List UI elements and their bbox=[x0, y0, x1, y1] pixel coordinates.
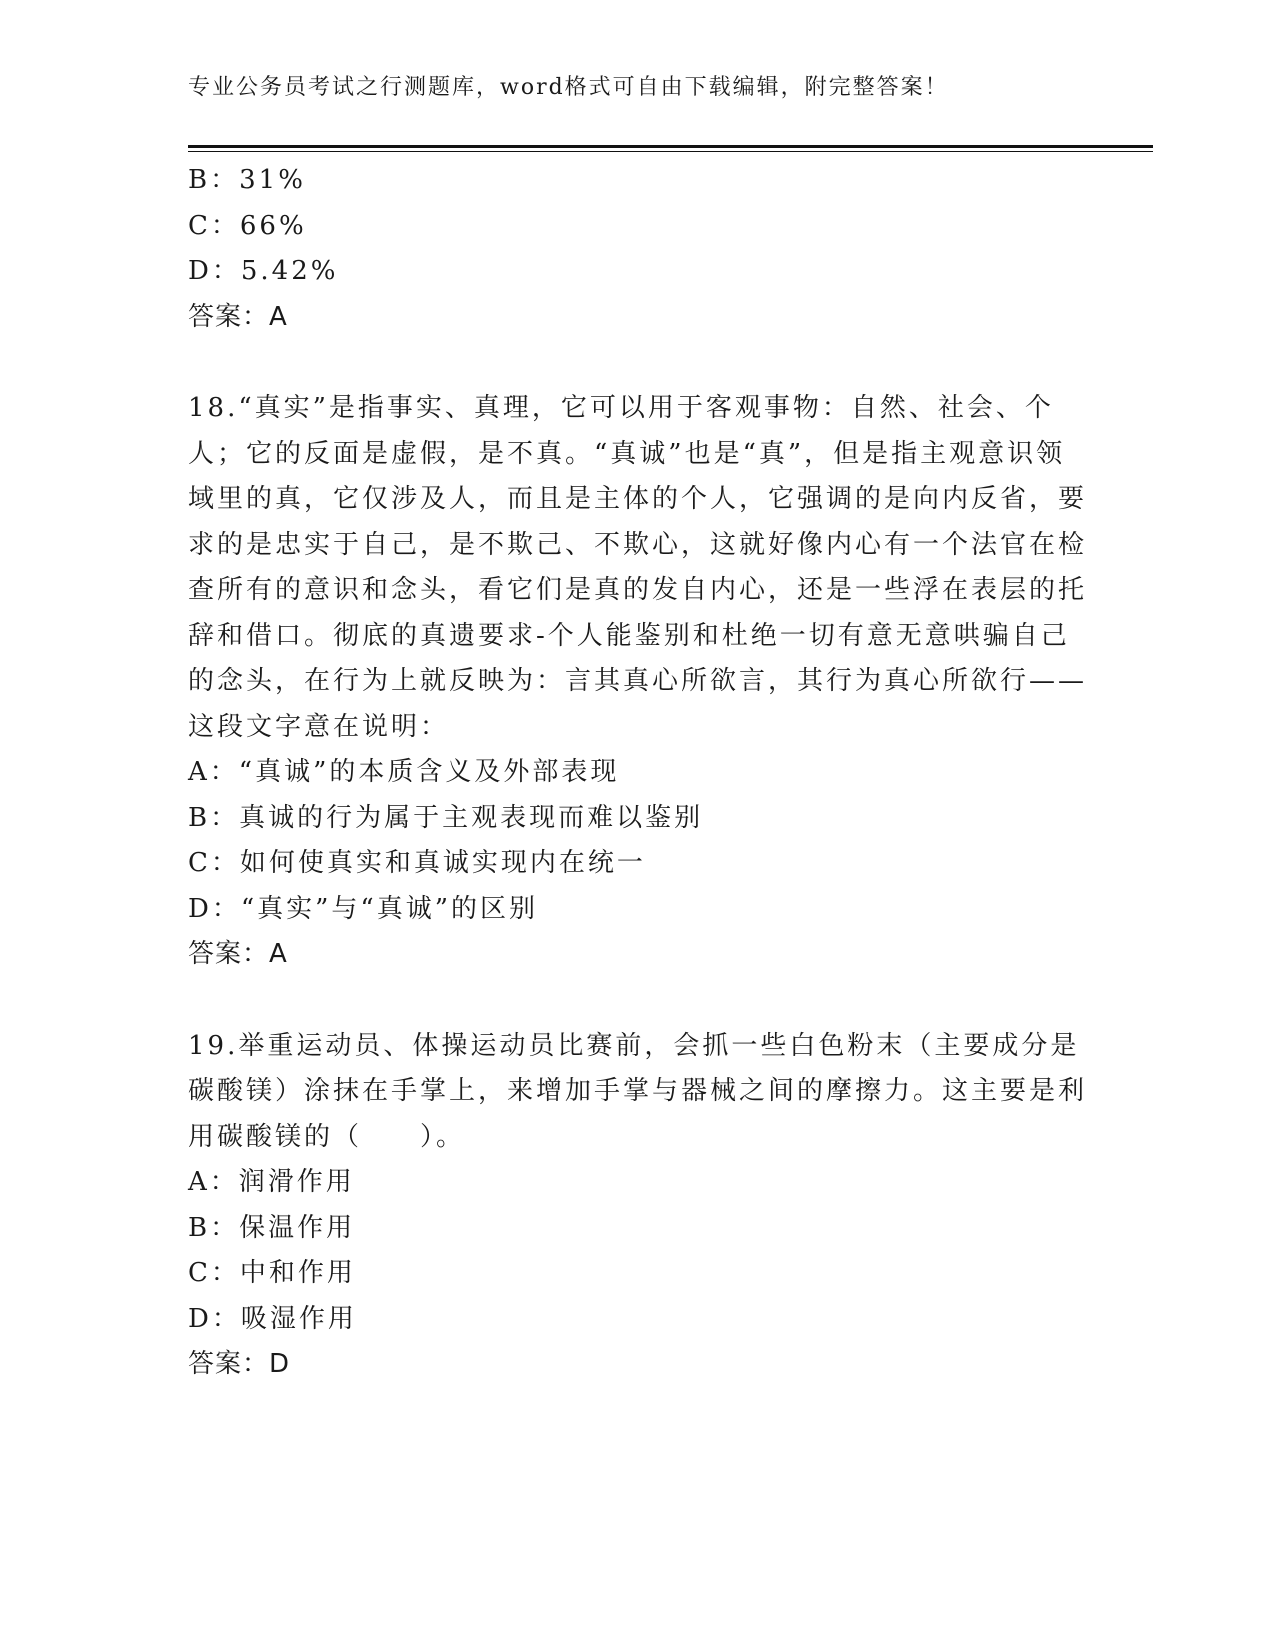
header-rule-thin bbox=[188, 151, 1153, 152]
document-body bbox=[188, 158, 1088, 1388]
previous-question-tail bbox=[188, 158, 1088, 340]
option-c: C：如何使真实和真诚实现内在统一 bbox=[188, 848, 646, 878]
option-c: C：中和作用 bbox=[188, 1258, 356, 1288]
option-b: B：31% bbox=[188, 165, 306, 195]
question-18 bbox=[188, 386, 1088, 978]
option-c: C：66% bbox=[188, 210, 307, 241]
answer-line: 答案：A bbox=[188, 301, 288, 332]
option-a: A：“真诚”的本质含义及外部表现 bbox=[188, 757, 620, 787]
question-19 bbox=[188, 1024, 1088, 1388]
option-d: D：“真实”与“真诚”的区别 bbox=[188, 893, 539, 924]
answer-line: 答案：A bbox=[188, 939, 288, 969]
option-d: D：5.42% bbox=[188, 256, 339, 286]
header-rule-thick bbox=[188, 145, 1153, 148]
page-header: 专业公务员考试之行测题库，word格式可自由下载编辑，附完整答案！ bbox=[188, 75, 949, 100]
answer-line: 答案：D bbox=[188, 1349, 291, 1379]
option-b: B：保温作用 bbox=[188, 1212, 356, 1243]
question-stem: 19.举重运动员、体操运动员比赛前，会抓一些白色粉末（主要成分是碳酸镁）涂抹在手掌上，来增加手掌与器械之间的摩擦力。这主要是利用碳酸镁的（ ）。 bbox=[188, 1030, 1088, 1152]
option-a: A：润滑作用 bbox=[188, 1167, 355, 1197]
option-d: D：吸湿作用 bbox=[188, 1303, 357, 1334]
question-stem: 18.“真实”是指事实、真理，它可以用于客观事物：自然、社会、个人；它的反面是虚假，是不真。“真诚”也是“真”，但是指主观意识领域里的真，它仅涉及人，而且是主体的个人，它强调的是向内反省，要求的是忠实于自己，是不欺己、不欺心，这就好像内心有一个法官在检查所有的意识和念头，看它们是真的发自内心，还是一些浮在表层的托辞和借口。彻底的真遗要求-个人能鉴别和杜绝一切有意无意哄骗自己的念头，在行为上就反映为：言其真心所欲言，其行为真心所欲行——这段文字意在说明： bbox=[188, 393, 1088, 742]
option-b: B：真诚的行为属于主观表现而难以鉴别 bbox=[188, 802, 704, 833]
spacer bbox=[188, 978, 1088, 1024]
spacer bbox=[188, 340, 1088, 386]
